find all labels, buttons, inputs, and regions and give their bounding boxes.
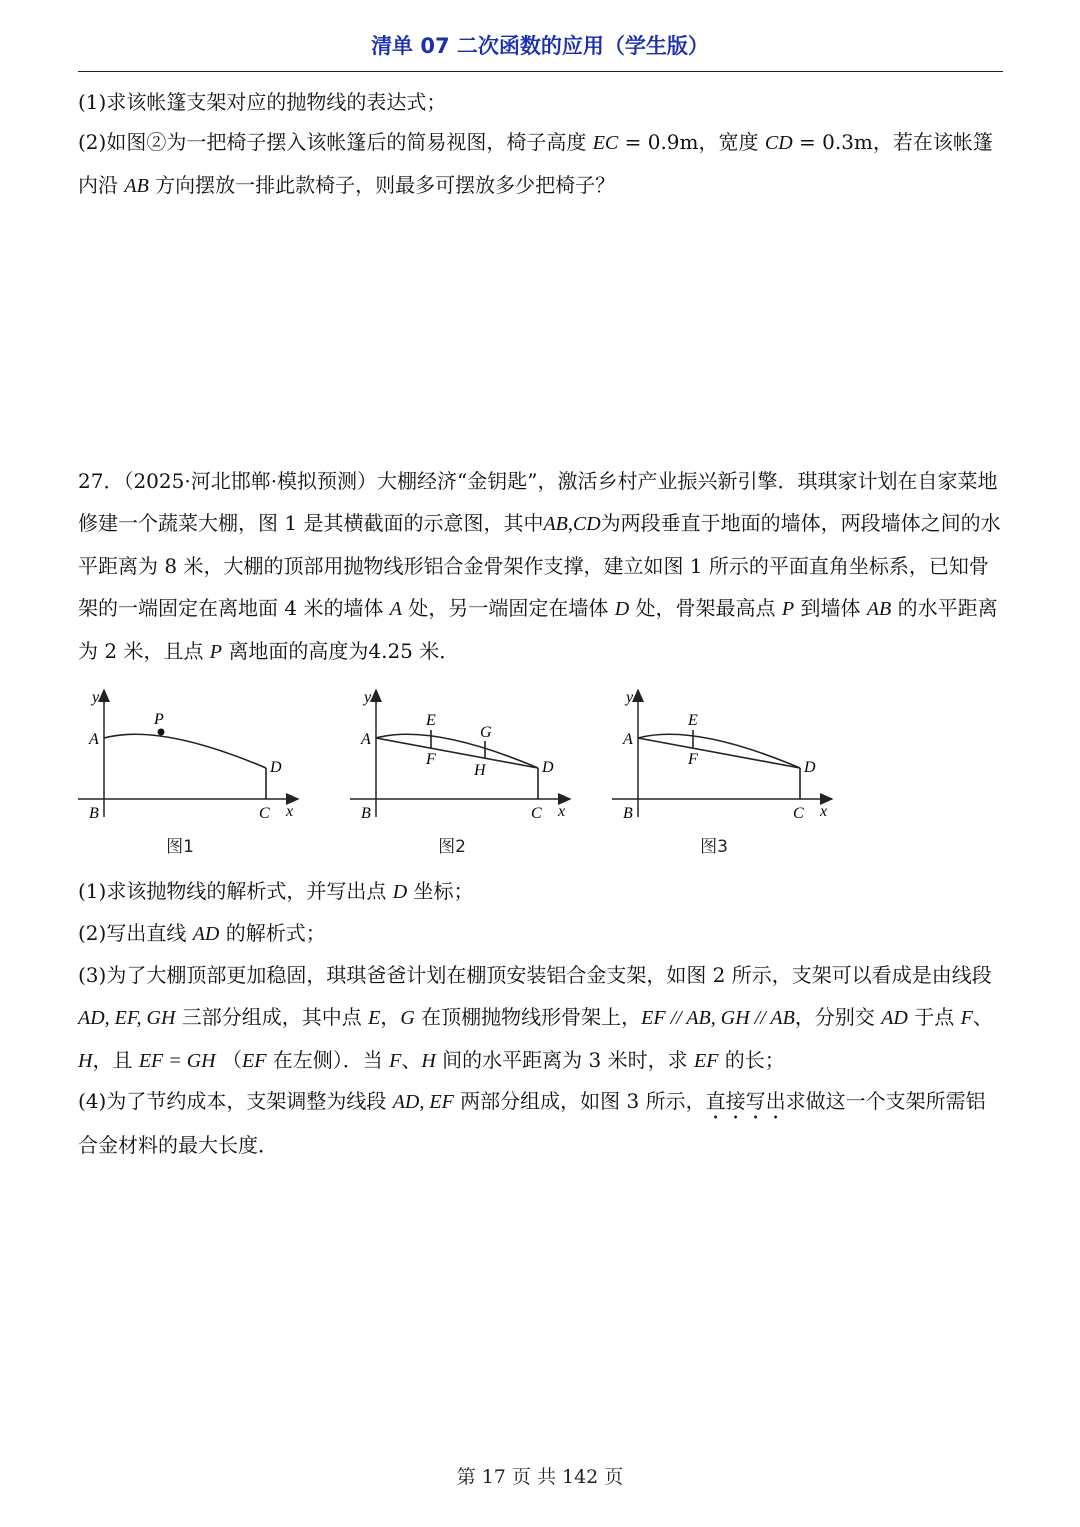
label-d: D: [270, 759, 282, 776]
question-27-sub4: (4)为了节约成本，支架调整为线段 AD, EF 两部分组成，如图 3 所示，直接写出求做这一个支架所需铝合金材料的最大长度．: [78, 1089, 986, 1157]
label-a: A: [361, 731, 371, 748]
figure-3-caption: 图3: [700, 837, 728, 857]
figure-2-svg: [342, 680, 602, 830]
question-27-sub1: (1)求该抛物线的解析式，并写出点 D 坐标；: [78, 879, 474, 903]
parabola-curve: [104, 734, 266, 768]
prev-question-part1: (1)求该帐篷支架对应的抛物线的表达式；: [78, 90, 447, 114]
figure-row: [70, 680, 870, 860]
figure-1-caption: 图1: [166, 837, 194, 857]
figure-2: [342, 680, 602, 860]
label-y: y: [364, 689, 372, 706]
label-f: F: [688, 751, 698, 768]
label-y: y: [626, 689, 634, 706]
label-a: A: [89, 731, 99, 748]
figure-2-caption: 图2: [438, 837, 466, 857]
label-y: y: [92, 689, 100, 706]
label-e: E: [688, 712, 698, 729]
prev-question-part2: (2)如图②为一把椅子摆入该帐篷后的简易视图，椅子高度 EC = 0.9m，宽度 CD = 0.3m，若在该帐篷内沿 AB 方向摆放一排此款椅子，则最多可摆放多少把椅子？: [78, 130, 993, 197]
figure-1-svg: [70, 680, 330, 830]
label-x: x: [558, 803, 566, 820]
label-b: B: [361, 805, 371, 822]
page-header-title: 清单 07 二次函数的应用（学生版）: [371, 34, 709, 58]
question-27-sub3: (3)为了大棚顶部更加稳固，琪琪爸爸计划在棚顶安装铝合金支架，如图 2 所示，支架可以看成是由线段 AD, EF, GH 三部分组成，其中点 E，G 在顶棚抛物线形骨架上，EF // AB, GH // AB，分别交 AD 于点 F、H，且 EF = GH （EF 在左侧）．当 F、H 间的水平距离为 3 米时，求 EF 的长；: [78, 963, 993, 1072]
label-a: A: [623, 731, 633, 748]
label-x: x: [286, 803, 294, 820]
page-footer: 第 17 页 共 142 页: [456, 1466, 624, 1488]
label-h: H: [474, 762, 486, 779]
question-27-sub2: (2)写出直线 AD 的解析式；: [78, 921, 326, 945]
figure-3: [604, 680, 864, 860]
segment-ad: [376, 738, 538, 768]
label-x: x: [820, 803, 828, 820]
label-b: B: [623, 805, 633, 822]
figure-1: [70, 680, 330, 860]
vertex-point-p: [158, 729, 165, 736]
figure-3-svg: [604, 680, 864, 830]
question-27-intro: 27．（2025·河北邯郸·模拟预测）大棚经济“金钥匙”，激活乡村产业振兴新引擎．琪琪家计划在自家菜地修建一个蔬菜大棚，图 1 是其横截面的示意图，其中AB,CD为两段垂直于地面的墙体，两段墙体之间的水平距离为 8 米，大棚的顶部用抛物线形铝合金骨架作支撑，建立如图 1 所示的平面直角坐标系，已知骨架的一端固定在离地面 4 米的墙体 A 处，另一端固定在墙体 D 处，骨架最高点 P 到墙体 AB 的水平距离为 2 米，且点 P 离地面的高度为4.25 米．: [78, 469, 1001, 663]
emphasis-text: 直接写出: [705, 1089, 786, 1113]
label-b: B: [89, 805, 99, 822]
label-d: D: [804, 759, 816, 776]
label-e: E: [426, 712, 436, 729]
label-g: G: [480, 724, 492, 741]
label-d: D: [542, 759, 554, 776]
label-f: F: [426, 751, 436, 768]
segment-ad: [638, 738, 800, 768]
header-divider: [78, 71, 1003, 72]
label-c: C: [793, 805, 804, 822]
label-p: P: [154, 711, 164, 728]
label-c: C: [531, 805, 542, 822]
label-c: C: [259, 805, 270, 822]
